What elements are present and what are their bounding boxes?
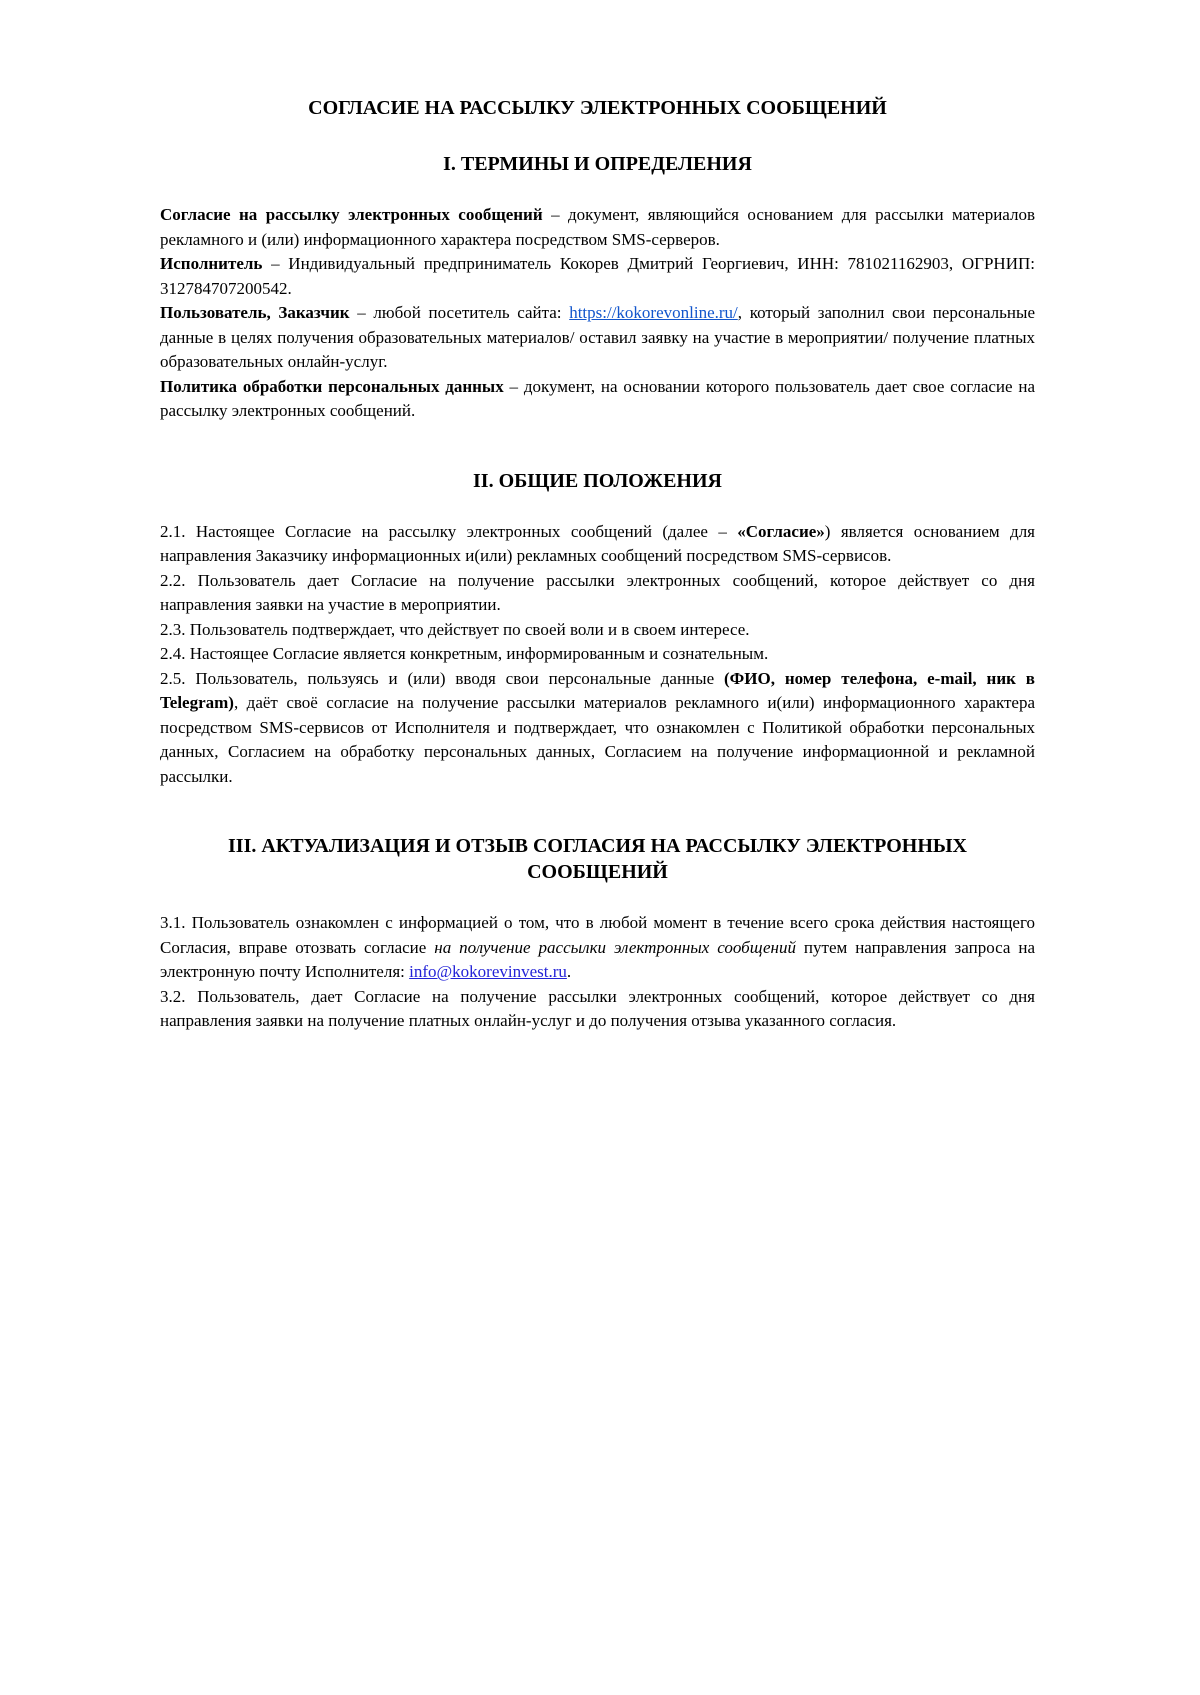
- section-revocation: [160, 833, 1035, 1034]
- text-run: .: [566, 962, 572, 981]
- text-run: ) является основанием для направления Заказчику информационных и(или) рекламных сообщений посредством SMS-сервисов.: [160, 521, 1035, 565]
- text-run: «Согласие»: [737, 521, 825, 541]
- text-run: – любой посетитель сайта:: [349, 303, 570, 322]
- section-terms: [160, 151, 1035, 424]
- section-heading-terms: I. ТЕРМИНЫ И ОПРЕДЕЛЕНИЯ: [443, 153, 752, 175]
- site-link[interactable]: https://kokorevonline.ru/: [569, 303, 738, 322]
- paragraph: [160, 569, 1035, 618]
- paragraph: [160, 667, 1035, 790]
- text-run: 2.1. Настоящее Согласие на рассылку электронных сообщений (далее –: [160, 521, 738, 541]
- section-heading-general: II. ОБЩИЕ ПОЛОЖЕНИЯ: [473, 469, 722, 492]
- paragraph: [160, 520, 1035, 569]
- text-run: путем направления запроса на электронную почту Исполнителя:: [160, 937, 1035, 981]
- text-run: 3.2. Пользователь, дает Согласие на получение рассылки электронных сообщений, которое действует со дня направления заявки на получение платных онлайн-услуг и до получения отзыва указанного согласия.: [160, 986, 1035, 1030]
- text-run: 2.4. Настоящее Согласие является конкретным, информированным и сознательным.: [160, 644, 769, 663]
- paragraph: [160, 203, 1035, 252]
- email-link[interactable]: info@kokorevinvest.ru: [409, 962, 567, 981]
- text-run: на получение рассылки электронных сообщений: [434, 937, 796, 957]
- text-run: Политика обработки персональных данных: [160, 376, 504, 396]
- document-page: [160, 0, 1035, 1034]
- section-body-revocation: [160, 911, 1035, 1034]
- section-body-terms: [160, 203, 1035, 424]
- text-run: – Индивидуальный предприниматель Кокорев Дмитрий Георгиевич, ИНН: 781021162903, ОГРНИП: 312784707200542.: [160, 254, 1035, 298]
- paragraph: [160, 985, 1035, 1034]
- paragraph: [160, 618, 1035, 643]
- text-run: – документ, на основании которого пользователь дает свое согласие на рассылку электронных сообщений.: [160, 376, 1035, 420]
- paragraph: [160, 252, 1035, 301]
- text-run: 3.1. Пользователь ознакомлен с информацией о том, что в любой момент в течение всего срока действия настоящего Согласия, вправе отозвать согласие: [160, 913, 1035, 957]
- text-run: 2.5. Пользователь, пользуясь и (или) вводя свои персональные данные: [160, 668, 724, 688]
- paragraph: [160, 642, 1035, 667]
- section-heading-revocation: III. АКТУАЛИЗАЦИЯ И ОТЗЫВ СОГЛАСИЯ НА РАССЫЛКУ ЭЛЕКТРОННЫХ СООБЩЕНИЙ: [228, 835, 967, 883]
- text-run: Согласие на рассылку электронных сообщений: [160, 205, 543, 224]
- text-run: 2.3. Пользователь подтверждает, что действует по своей воли и в своем интересе.: [160, 619, 750, 639]
- document-title: СОГЛАСИЕ НА РАССЫЛКУ ЭЛЕКТРОННЫХ СООБЩЕНИЙ: [308, 97, 887, 119]
- section-body-general: [160, 520, 1035, 790]
- text-run: , даёт своё согласие на получение рассылки материалов рекламного и(или) информационного характера посредством SMS-сервисов от Исполнителя и подтверждает, что ознакомлен с Политикой обработки персональных данных, Согласием на обработку персональных данных, Согласием на получение информационной и рекламной рассылки.: [160, 693, 1035, 786]
- text-run: , который заполнил свои персональные данные в целях получения образовательных материалов/ оставил заявку на участие в мероприятии/ получение платных образовательных онлайн-услуг.: [160, 303, 1035, 371]
- text-run: – документ, являющийся основанием для рассылки материалов рекламного и (или) информационного характера посредством SMS-серверов.: [160, 205, 1036, 249]
- paragraph: [160, 911, 1035, 985]
- section-general: [160, 468, 1035, 790]
- text-run: (ФИО, номер телефона, e-mail, ник в Telegram): [160, 668, 1035, 712]
- paragraph: [160, 375, 1035, 424]
- text-run: Пользователь, Заказчик: [160, 303, 350, 322]
- paragraph: [160, 301, 1035, 375]
- text-run: 2.2. Пользователь дает Согласие на получение рассылки электронных сообщений, которое действует со дня направления заявки на участие в мероприятии.: [160, 570, 1035, 614]
- text-run: Исполнитель: [160, 254, 263, 273]
